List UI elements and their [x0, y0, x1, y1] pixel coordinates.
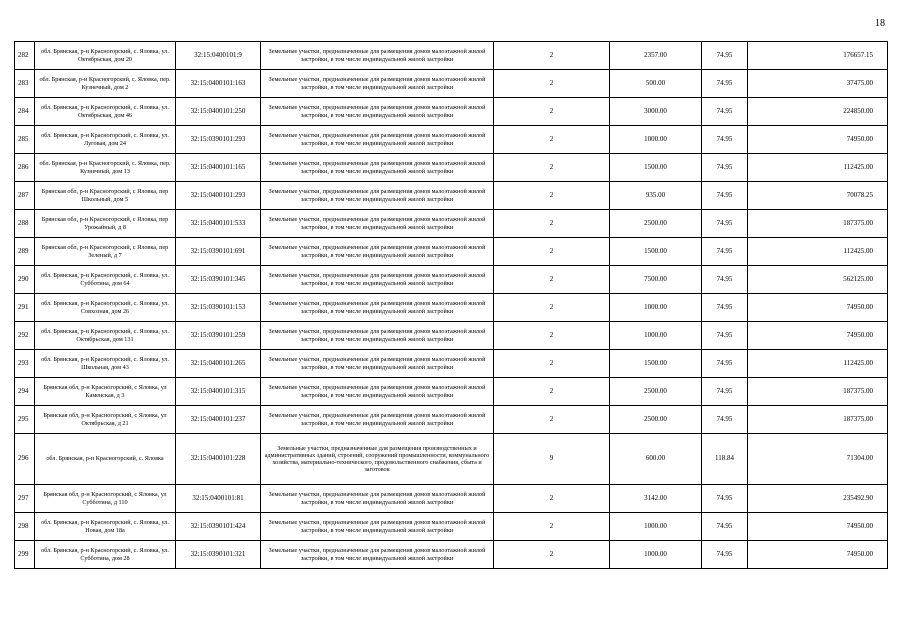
- table-row: [15, 98, 888, 126]
- table-row: [15, 350, 888, 378]
- cadastral-value-cell: 176657.15: [748, 42, 888, 70]
- address-cell: Брянская обл, р-н Красногорский, с Яловка, пер Урожайный, д 8: [35, 210, 176, 238]
- cadastral-value-cell: 224850.00: [748, 98, 888, 126]
- rate-cell: 74.95: [702, 406, 748, 434]
- area-cell: 935.00: [610, 182, 702, 210]
- cadastral-value-cell: 74950.00: [748, 126, 888, 154]
- address-cell: обл. Брянская, р-н Красногорский, с. Яловка: [35, 434, 176, 485]
- area-cell: 1000.00: [610, 513, 702, 541]
- category-cell: 2: [494, 350, 610, 378]
- rate-cell: 74.95: [702, 42, 748, 70]
- table-row: [15, 182, 888, 210]
- cadastral-number-cell: 32:15:0400101:315: [176, 378, 261, 406]
- category-cell: 9: [494, 434, 610, 485]
- area-cell: 1500.00: [610, 350, 702, 378]
- cadastral-number-cell: 32:15:0390101:293: [176, 126, 261, 154]
- table-row: [15, 485, 888, 513]
- land-use-cell: Земельные участки, предназначенные для размещения домов малоэтажной жилой застройки, в том числе индивидуальной жилой застройки: [261, 238, 494, 266]
- cadastral-value-cell: 112425.00: [748, 350, 888, 378]
- table-row: [15, 434, 888, 485]
- row-number: 285: [15, 126, 35, 154]
- table-row: [15, 266, 888, 294]
- category-cell: 2: [494, 126, 610, 154]
- area-cell: 7500.00: [610, 266, 702, 294]
- address-cell: обл. Брянская, р-н Красногорский, с. Яловка, ул. Новая, дом 18а: [35, 513, 176, 541]
- table-row: [15, 238, 888, 266]
- area-cell: 600.00: [610, 434, 702, 485]
- area-cell: 2500.00: [610, 210, 702, 238]
- category-cell: 2: [494, 182, 610, 210]
- address-cell: Брянская обл, р-н Красногорский, с Яловка, пер Школьный, дом 5: [35, 182, 176, 210]
- rate-cell: 74.95: [702, 350, 748, 378]
- rate-cell: 74.95: [702, 126, 748, 154]
- land-use-cell: Земельные участки, предназначенные для размещения домов малоэтажной жилой застройки, в том числе индивидуальной жилой застройки: [261, 210, 494, 238]
- area-cell: 3142.00: [610, 485, 702, 513]
- address-cell: обл. Брянская, р-н Красногорский, с. Яловка, ул. Школьная, дом 43: [35, 350, 176, 378]
- table-row: [15, 513, 888, 541]
- category-cell: 2: [494, 154, 610, 182]
- area-cell: 2500.00: [610, 378, 702, 406]
- rate-cell: 74.95: [702, 238, 748, 266]
- cadastral-number-cell: 32:15:0400101:228: [176, 434, 261, 485]
- page-number: 18: [875, 18, 885, 29]
- cadastral-number-cell: 32:15:0390101:153: [176, 294, 261, 322]
- address-cell: Брянская обл, р-н Красногорский, с Яловка, ул Октябрьская, д 21: [35, 406, 176, 434]
- row-number: 288: [15, 210, 35, 238]
- address-cell: обл. Брянская, р-н Красногорский, с. Яловка, пер. Кузнечный, дом 2: [35, 70, 176, 98]
- land-use-cell: Земельные участки, предназначенные для размещения домов малоэтажной жилой застройки, в том числе индивидуальной жилой застройки: [261, 182, 494, 210]
- area-cell: 1000.00: [610, 322, 702, 350]
- category-cell: 2: [494, 70, 610, 98]
- land-use-cell: Земельные участки, предназначенные для размещения домов малоэтажной жилой застройки, в том числе индивидуальной жилой застройки: [261, 406, 494, 434]
- cadastral-number-cell: 32:15:0390101:259: [176, 322, 261, 350]
- area-cell: 3000.00: [610, 98, 702, 126]
- table-row: [15, 322, 888, 350]
- category-cell: 2: [494, 485, 610, 513]
- rate-cell: 74.95: [702, 210, 748, 238]
- rate-cell: 74.95: [702, 513, 748, 541]
- cadastral-number-cell: 32:15:0400101:81: [176, 485, 261, 513]
- row-number: 289: [15, 238, 35, 266]
- cadastral-number-cell: 32:15:0400101:165: [176, 154, 261, 182]
- cadastral-value-cell: 112425.00: [748, 154, 888, 182]
- category-cell: 2: [494, 98, 610, 126]
- row-number: 298: [15, 513, 35, 541]
- table-row: [15, 126, 888, 154]
- cadastral-number-cell: 32:15:0400101:9: [176, 42, 261, 70]
- rate-cell: 74.95: [702, 322, 748, 350]
- land-use-cell: Земельные участки, предназначенные для размещения домов малоэтажной жилой застройки, в том числе индивидуальной жилой застройки: [261, 70, 494, 98]
- cadastral-value-cell: 562125.00: [748, 266, 888, 294]
- area-cell: 2500.00: [610, 406, 702, 434]
- cadastral-number-cell: 32:15:0390101:321: [176, 541, 261, 569]
- land-use-cell: Земельные участки, предназначенные для размещения домов малоэтажной жилой застройки, в том числе индивидуальной жилой застройки: [261, 513, 494, 541]
- address-cell: обл. Брянская, р-н Красногорский, с. Яловка, ул. Совхозная, дом 26: [35, 294, 176, 322]
- table-row: [15, 406, 888, 434]
- area-cell: 1000.00: [610, 126, 702, 154]
- table-row: [15, 541, 888, 569]
- category-cell: 2: [494, 294, 610, 322]
- category-cell: 2: [494, 406, 610, 434]
- area-cell: 1500.00: [610, 238, 702, 266]
- cadastral-value-cell: 74950.00: [748, 513, 888, 541]
- cadastral-value-cell: 74950.00: [748, 541, 888, 569]
- cadastral-value-cell: 71304.00: [748, 434, 888, 485]
- row-number: 286: [15, 154, 35, 182]
- cadastral-number-cell: 32:15:0390101:691: [176, 238, 261, 266]
- cadastral-number-cell: 32:15:0390101:345: [176, 266, 261, 294]
- cadastral-value-cell: 37475.00: [748, 70, 888, 98]
- land-use-cell: Земельные участки, предназначенные для размещения домов малоэтажной жилой застройки, в том числе индивидуальной жилой застройки: [261, 266, 494, 294]
- land-use-cell: Земельные участки, предназначенные для размещения домов малоэтажной жилой застройки, в том числе индивидуальной жилой застройки: [261, 98, 494, 126]
- category-cell: 2: [494, 266, 610, 294]
- land-use-cell: Земельные участки, предназначенные для размещения домов малоэтажной жилой застройки, в том числе индивидуальной жилой застройки: [261, 126, 494, 154]
- address-cell: обл. Брянская, р-н Красногорский, с. Яловка, ул. Октябрьская, дом 46: [35, 98, 176, 126]
- cadastral-number-cell: 32:15:0400101:265: [176, 350, 261, 378]
- row-number: 284: [15, 98, 35, 126]
- category-cell: 2: [494, 378, 610, 406]
- address-cell: Брянская обл, р-н Красногорский, с Яловка, ул Субботина, д 110: [35, 485, 176, 513]
- address-cell: Брянская обл, р-н Красногорский, с Яловка, пер Зеленый, д 7: [35, 238, 176, 266]
- land-use-cell: Земельные участки, предназначенные для размещения производственных и административных зданий, строений, сооружений промышленности, коммунального хозяйства, материально-технического, продовольственного снабжения, сбыта и заготовок: [261, 434, 494, 485]
- cadastral-value-cell: 112425.00: [748, 238, 888, 266]
- row-number: 292: [15, 322, 35, 350]
- address-cell: обл. Брянская, р-н Красногорский, с. Яловка, ул. Октябрьская, дом 20: [35, 42, 176, 70]
- address-cell: обл. Брянская, р-н Красногорский, с. Яловка, пер. Кузнечный, дом 13: [35, 154, 176, 182]
- rate-cell: 74.95: [702, 182, 748, 210]
- cadastral-number-cell: 32:15:0400101:293: [176, 182, 261, 210]
- row-number: 282: [15, 42, 35, 70]
- cadastral-number-cell: 32:15:0400101:163: [176, 70, 261, 98]
- cadastral-value-cell: 70078.25: [748, 182, 888, 210]
- cadastral-value-cell: 74950.00: [748, 322, 888, 350]
- address-cell: обл. Брянская, р-н Красногорский, с. Яловка, ул. Луговая, дом 24: [35, 126, 176, 154]
- land-use-cell: Земельные участки, предназначенные для размещения домов малоэтажной жилой застройки, в том числе индивидуальной жилой застройки: [261, 294, 494, 322]
- row-number: 290: [15, 266, 35, 294]
- category-cell: 2: [494, 42, 610, 70]
- area-cell: 1000.00: [610, 294, 702, 322]
- table-row: [15, 210, 888, 238]
- area-cell: 500.00: [610, 70, 702, 98]
- address-cell: обл. Брянская, р-н Красногорский, с. Яловка, ул. Субботина, дом 28: [35, 541, 176, 569]
- category-cell: 2: [494, 210, 610, 238]
- row-number: 299: [15, 541, 35, 569]
- rate-cell: 118.84: [702, 434, 748, 485]
- row-number: 291: [15, 294, 35, 322]
- table-row: [15, 378, 888, 406]
- cadastral-value-cell: 74950.00: [748, 294, 888, 322]
- land-use-cell: Земельные участки, предназначенные для размещения домов малоэтажной жилой застройки, в том числе индивидуальной жилой застройки: [261, 378, 494, 406]
- rate-cell: 74.95: [702, 378, 748, 406]
- category-cell: 2: [494, 541, 610, 569]
- row-number: 283: [15, 70, 35, 98]
- land-use-cell: Земельные участки, предназначенные для размещения домов малоэтажной жилой застройки, в том числе индивидуальной жилой застройки: [261, 541, 494, 569]
- rate-cell: 74.95: [702, 266, 748, 294]
- table-row: [15, 294, 888, 322]
- area-cell: 1500.00: [610, 154, 702, 182]
- category-cell: 2: [494, 513, 610, 541]
- cadastral-number-cell: 32:15:0400101:250: [176, 98, 261, 126]
- area-cell: 2357.00: [610, 42, 702, 70]
- land-use-cell: Земельные участки, предназначенные для размещения домов малоэтажной жилой застройки, в том числе индивидуальной жилой застройки: [261, 485, 494, 513]
- rate-cell: 74.95: [702, 541, 748, 569]
- row-number: 293: [15, 350, 35, 378]
- cadastral-number-cell: 32:15:0390101:424: [176, 513, 261, 541]
- cadastral-number-cell: 32:15:0400101:237: [176, 406, 261, 434]
- address-cell: обл. Брянская, р-н Красногорский, с. Яловка, ул. Субботина, дом 64: [35, 266, 176, 294]
- cadastral-value-cell: 235492.90: [748, 485, 888, 513]
- rate-cell: 74.95: [702, 70, 748, 98]
- row-number: 287: [15, 182, 35, 210]
- cadastral-value-cell: 187375.00: [748, 210, 888, 238]
- table-row: [15, 70, 888, 98]
- rate-cell: 74.95: [702, 294, 748, 322]
- rate-cell: 74.95: [702, 154, 748, 182]
- land-use-cell: Земельные участки, предназначенные для размещения домов малоэтажной жилой застройки, в том числе индивидуальной жилой застройки: [261, 154, 494, 182]
- cadastral-value-cell: 187375.00: [748, 406, 888, 434]
- row-number: 294: [15, 378, 35, 406]
- address-cell: обл. Брянская, р-н Красногорский, с. Яловка, ул. Октябрьская, дом 131: [35, 322, 176, 350]
- row-number: 297: [15, 485, 35, 513]
- cadastral-number-cell: 32:15:0400101:533: [176, 210, 261, 238]
- area-cell: 1000.00: [610, 541, 702, 569]
- land-plots-table: [14, 41, 888, 569]
- rate-cell: 74.95: [702, 98, 748, 126]
- rate-cell: 74.95: [702, 485, 748, 513]
- table-row: [15, 42, 888, 70]
- cadastral-value-cell: 187375.00: [748, 378, 888, 406]
- row-number: 295: [15, 406, 35, 434]
- row-number: 296: [15, 434, 35, 485]
- address-cell: Брянская обл, р-н Красногорский, с Яловка, ул Каменская, д 3: [35, 378, 176, 406]
- category-cell: 2: [494, 322, 610, 350]
- table-row: [15, 154, 888, 182]
- land-use-cell: Земельные участки, предназначенные для размещения домов малоэтажной жилой застройки, в том числе индивидуальной жилой застройки: [261, 42, 494, 70]
- land-use-cell: Земельные участки, предназначенные для размещения домов малоэтажной жилой застройки, в том числе индивидуальной жилой застройки: [261, 350, 494, 378]
- land-use-cell: Земельные участки, предназначенные для размещения домов малоэтажной жилой застройки, в том числе индивидуальной жилой застройки: [261, 322, 494, 350]
- category-cell: 2: [494, 238, 610, 266]
